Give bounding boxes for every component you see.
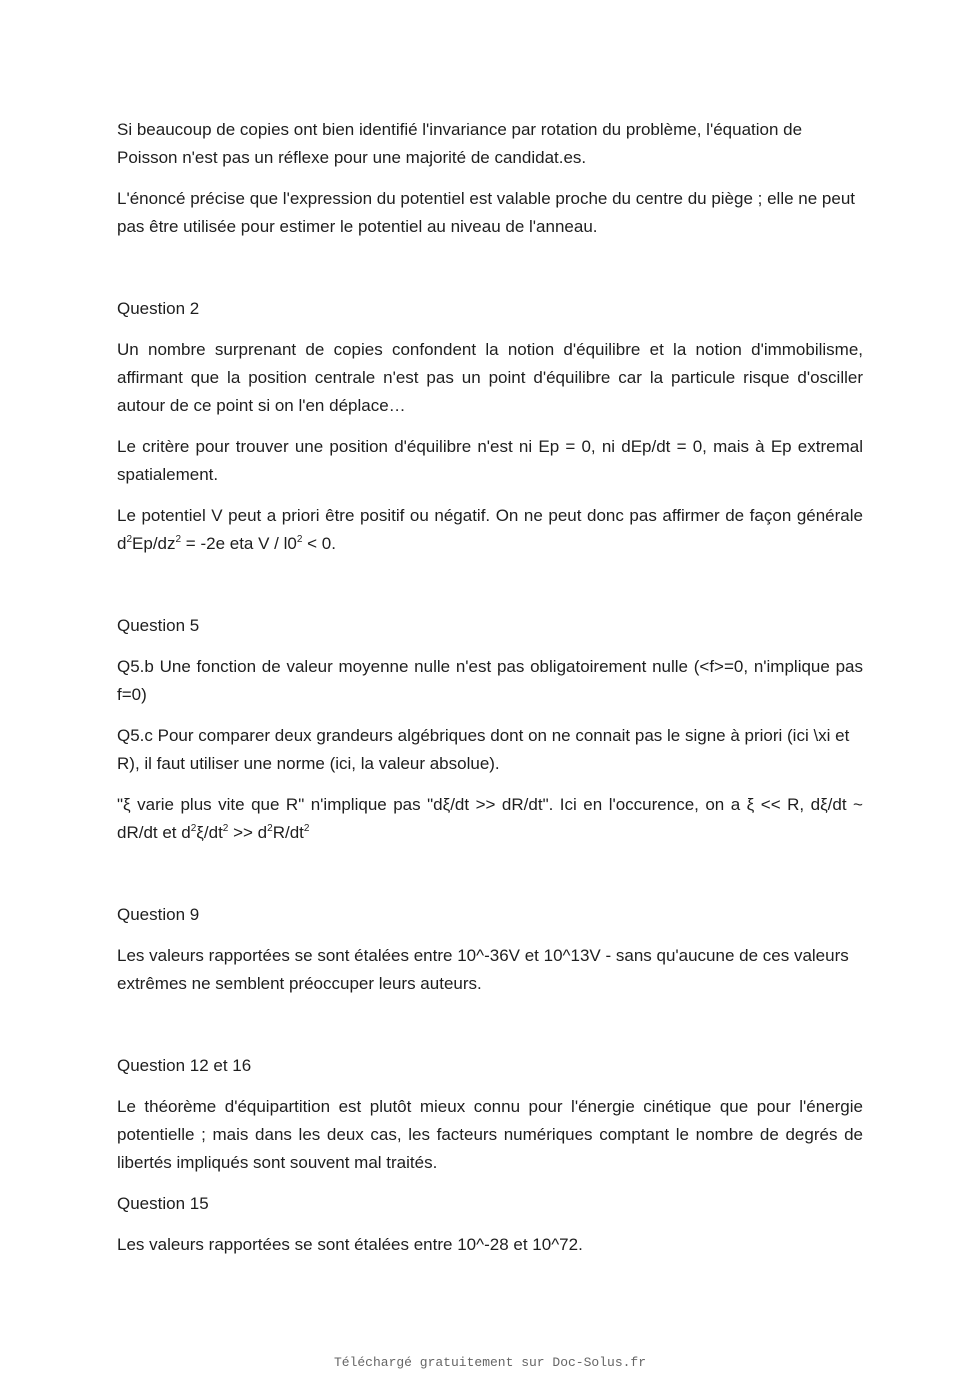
question-5-paragraph-3 [117,791,863,847]
question-9-paragraph-1: Les valeurs rapportées se sont étalées entre 10^-36V et 10^13V - sans qu'aucune de ces valeurs extrêmes ne semblent préoccuper leurs auteurs. [117,946,849,993]
text-segment: Ep/dz [132,534,176,553]
text-segment: < 0. [302,534,336,553]
question-5-heading: Question 5 [117,616,200,635]
question-2-paragraph-3 [117,502,863,558]
superscript: 2 [267,823,273,834]
intro-paragraph-1: Si beaucoup de copies ont bien identifié l'invariance par rotation du problème, l'équation de Poisson n'est pas un réflexe pour une majorité de candidat.es. [117,120,803,167]
intro-paragraph-2: L'énoncé précise que l'expression du potentiel est valable proche du centre du piège ; elle ne peut pas être utilisée pour estimer le potentiel au niveau de l'anneau. [117,189,855,236]
text-segment: = -2e eta V / l0 [181,534,297,553]
question-12-16-heading: Question 12 et 16 [117,1056,252,1075]
text-segment: R/dt [272,823,304,842]
text-segment: "ξ varie plus vite que R" n'implique pas "dξ/dt >> dR/dt". Ici en l'occurence, on a ξ << R, dξ/dt ~ dR/dt et d [117,795,863,842]
question-15-paragraph-1: Les valeurs rapportées se sont étalées entre 10^-28 et 10^72. [117,1235,583,1254]
question-15-heading: Question 15 [117,1194,209,1213]
document-body [117,116,863,1259]
question-2-paragraph-1: Un nombre surprenant de copies confondent la notion d'équilibre et la notion d'immobilisme, affirmant que la position centrale n'est pas un point d'équilibre car la particule risque d'osciller autour de ce point si on l'en déplace… [117,340,863,415]
superscript: 2 [303,823,310,834]
superscript: 2 [190,823,197,834]
superscript: 2 [296,534,303,545]
question-12-16-paragraph-1: Le théorème d'équipartition est plutôt mieux connu pour l'énergie cinétique que pour l'énergie potentielle ; mais dans les deux cas, les facteurs numériques comptant le nombre de degrés de libertés impliqués sont souvent mal traités. [117,1097,863,1172]
question-2-heading: Question 2 [117,299,200,318]
footer-download-notice: Téléchargé gratuitement sur Doc-Solus.fr [333,1355,647,1370]
superscript: 2 [175,534,182,545]
superscript: 2 [222,823,229,834]
text-segment: Le potentiel V peut a priori être positif ou négatif. On ne peut donc pas affirmer de façon générale d [117,506,863,553]
question-5-paragraph-2: Q5.c Pour comparer deux grandeurs algébriques dont on ne connait pas le signe à priori (ici \xi et R), il faut utiliser une norme (ici, la valeur absolue). [117,726,850,773]
question-5-paragraph-1: Q5.b Une fonction de valeur moyenne nulle n'est pas obligatoirement nulle (<f>=0, n'implique pas f=0) [117,657,863,704]
question-9-heading: Question 9 [117,905,200,924]
question-2-paragraph-2: Le critère pour trouver une position d'équilibre n'est ni Ep = 0, ni dEp/dt = 0, mais à Ep extremal spatialement. [117,437,863,484]
text-segment: ξ/dt [196,823,223,842]
text-segment: >> d [228,823,268,842]
superscript: 2 [126,534,133,545]
